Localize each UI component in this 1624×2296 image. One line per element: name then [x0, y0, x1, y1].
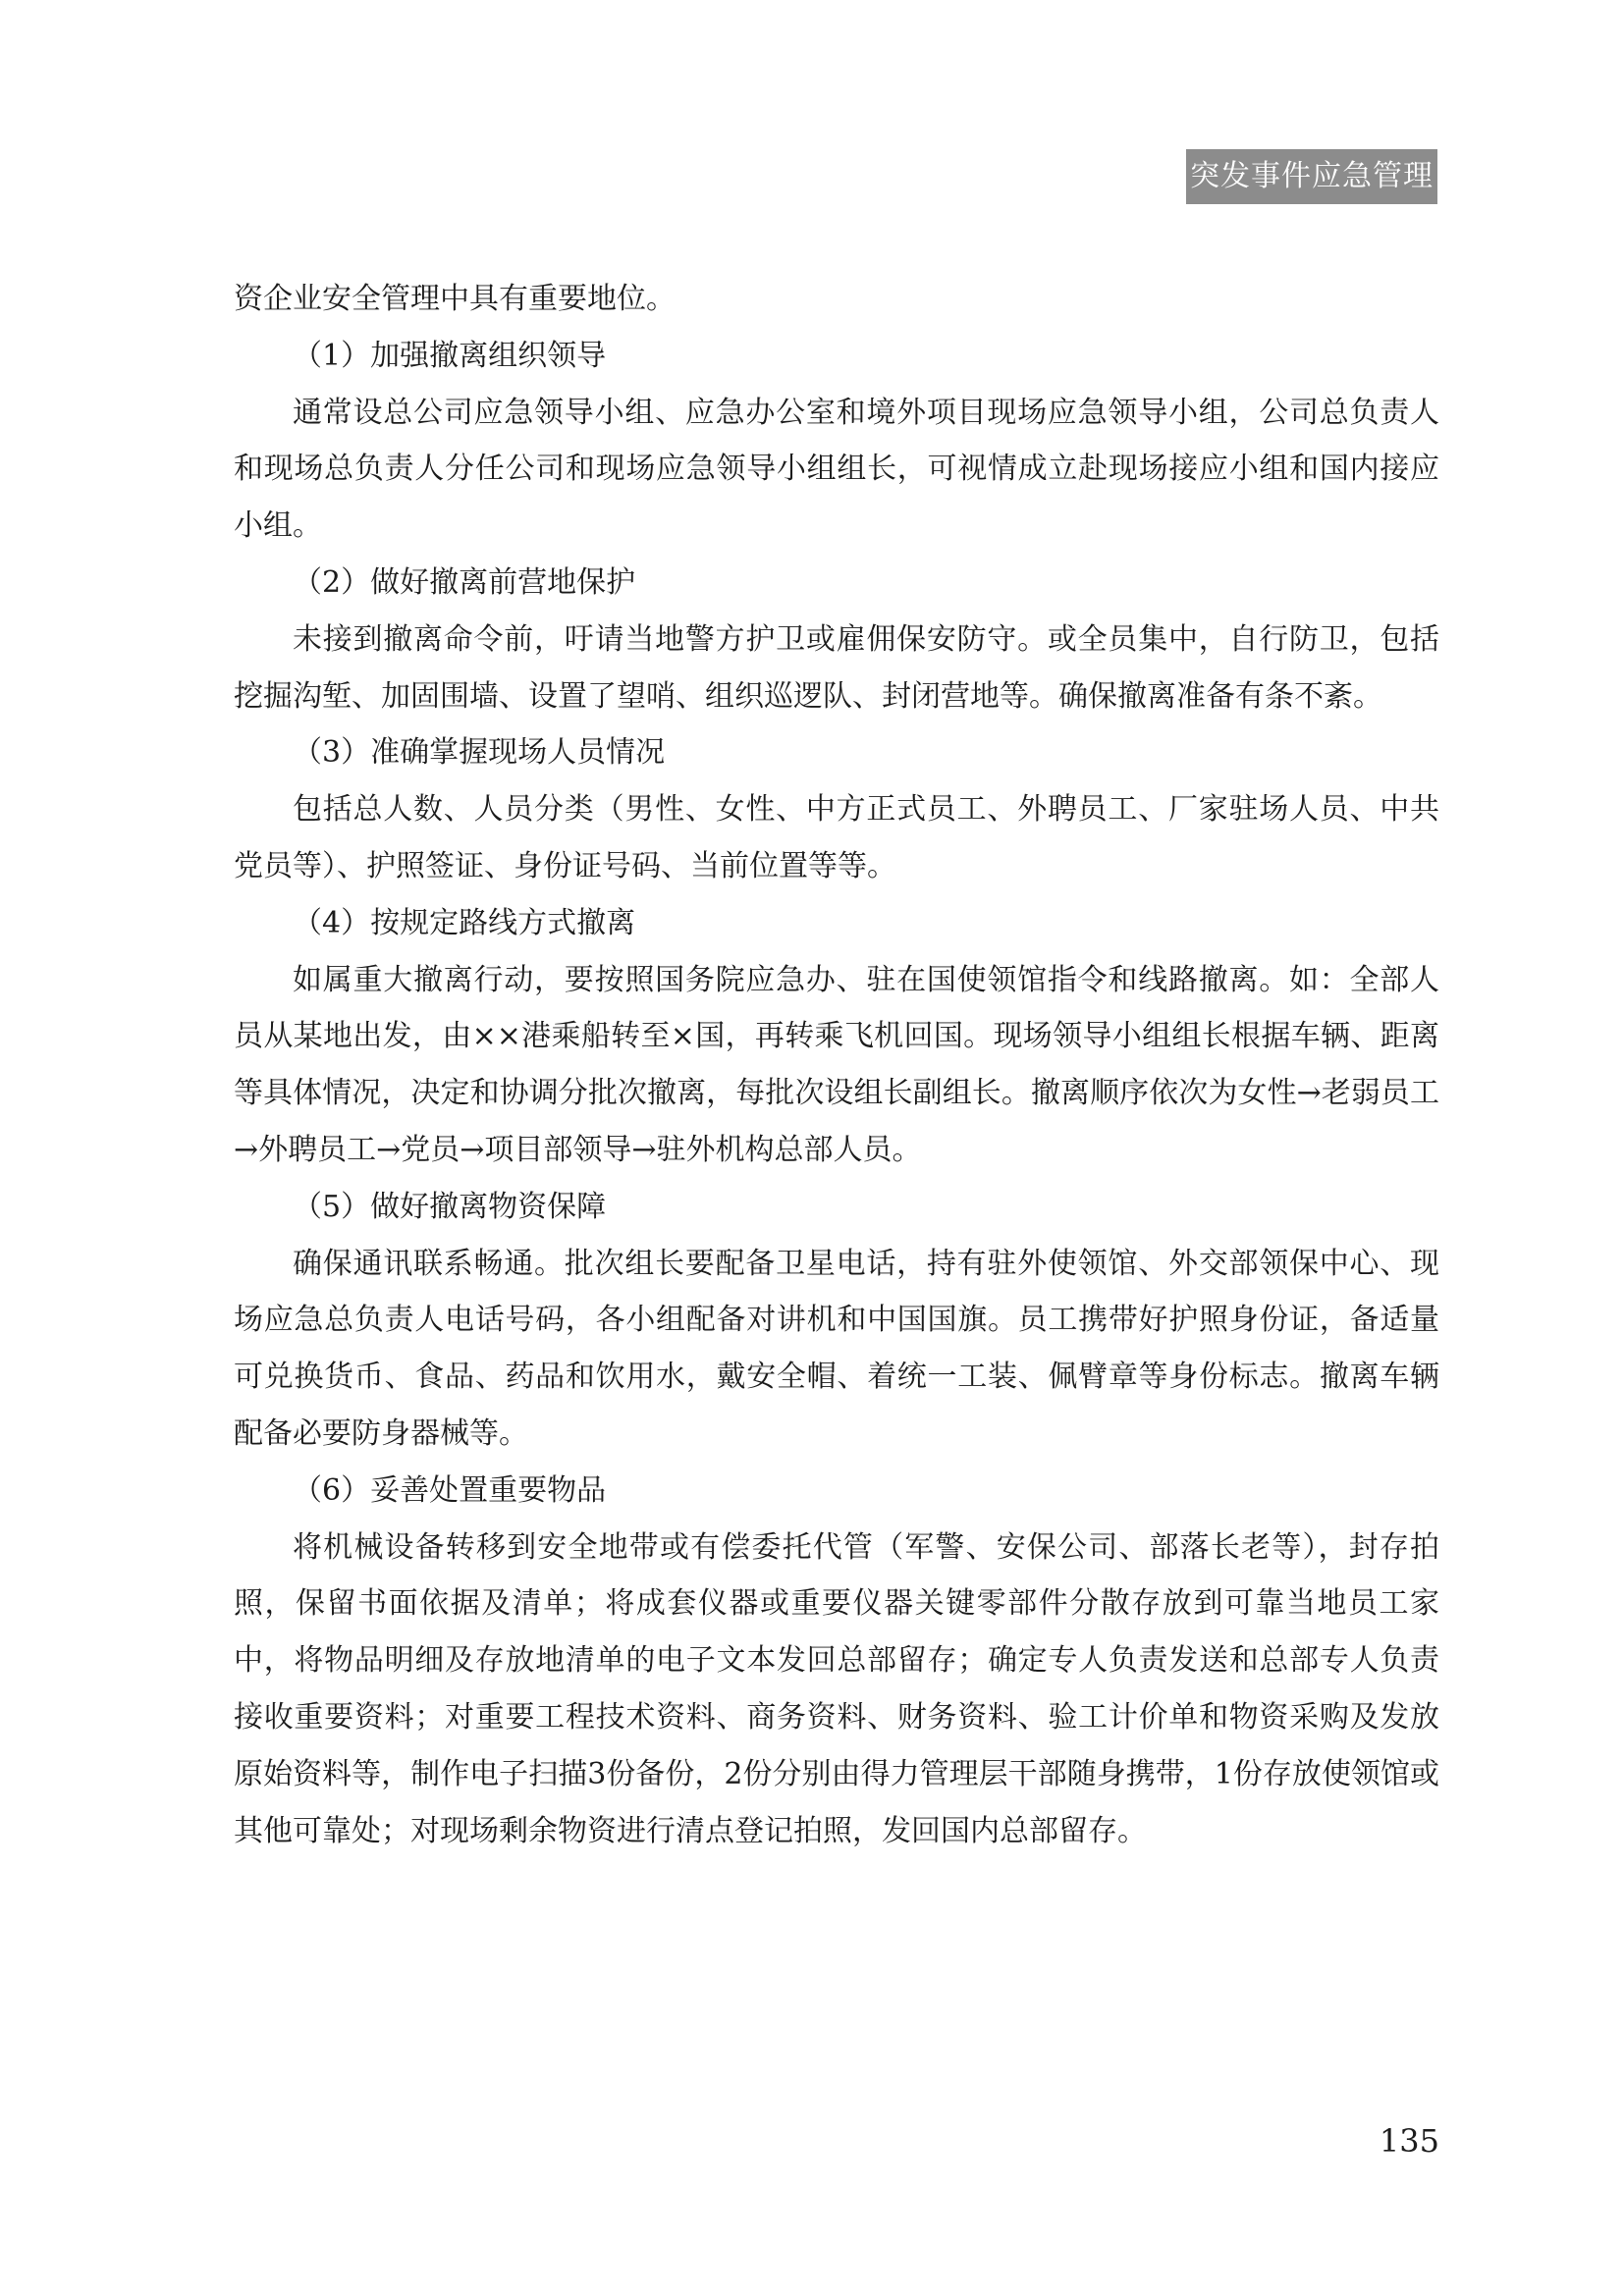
section-header-label: 突发事件应急管理 — [1186, 149, 1437, 204]
paragraph-3: 包括总人数、人员分类（男性、女性、中方正式员工、外聘员工、厂家驻场人员、中共党员等）、护照签证、身份证号码、当前位置等等。 — [234, 792, 1439, 883]
paragraph-6: 将机械设备转移到安全地带或有偿委托代管（军警、安保公司、部落长老等），封存拍照，保留书面依据及清单；将成套仪器或重要仪器关键零部件分散存放到可靠当地员工家中，将物品明细及存放地清单的电子文本发回总部留存；确定专人负责发送和总部专人负责接收重要资料；对重要工程技术资料、商务资料、财务资料、验工计价单和物资采购及发放原始资料等，制作电子扫描3份备份，2份分别由得力管理层干部随身携带，1份存放使领馆或其他可靠处；对现场剩余物资进行清点登记拍照，发回国内总部留存。 — [234, 1529, 1439, 1848]
page-number: 135 — [1379, 2122, 1439, 2160]
paragraph-4: 如属重大撤离行动，要按照国务院应急办、驻在国使领馆指令和线路撤离。如：全部人员从某地出发，由××港乘船转至×国，再转乘飞机回国。现场领导小组组长根据车辆、距离等具体情况，决定和协调分批次撤离，每批次设组长副组长。撤离顺序依次为女性→老弱员工→外聘员工→党员→项目部领导→驻外机构总部人员。 — [234, 962, 1439, 1167]
paragraph-continuation: 资企业安全管理中具有重要地位。 — [234, 282, 676, 316]
paragraph-2: 未接到撤离命令前，吁请当地警方护卫或雇佣保安防守。或全员集中，自行防卫，包括挖掘沟堑、加固围墙、设置了望哨、组织巡逻队、封闭营地等。确保撤离准备有条不紊。 — [234, 621, 1439, 714]
paragraph-5: 确保通讯联系畅通。批次组长要配备卫星电话，持有驻外使领馆、外交部领保中心、现场应急总负责人电话号码，各小组配备对讲机和中国国旗。员工携带好护照身份证，备适量可兑换货币、食品、药品和饮用水，戴安全帽、着统一工装、佩臂章等身份标志。撤离车辆配备必要防身器械等。 — [234, 1246, 1439, 1451]
paragraph-1: 通常设总公司应急领导小组、应急办公室和境外项目现场应急领导小组，公司总负责人和现场总负责人分任公司和现场应急领导小组组长，可视情成立赴现场接应小组和国内接应小组。 — [234, 395, 1439, 544]
subheading-5: （5）做好撤离物资保障 — [293, 1189, 607, 1224]
subheading-3: （3）准确掌握现场人员情况 — [293, 735, 666, 771]
subheading-2: （2）做好撤离前营地保护 — [293, 564, 636, 600]
page-body — [234, 271, 1439, 1859]
subheading-1: （1）加强撤离组织领导 — [293, 338, 607, 373]
subheading-4: （4）按规定路线方式撤离 — [293, 905, 636, 940]
subheading-6: （6）妥善处置重要物品 — [293, 1472, 607, 1508]
